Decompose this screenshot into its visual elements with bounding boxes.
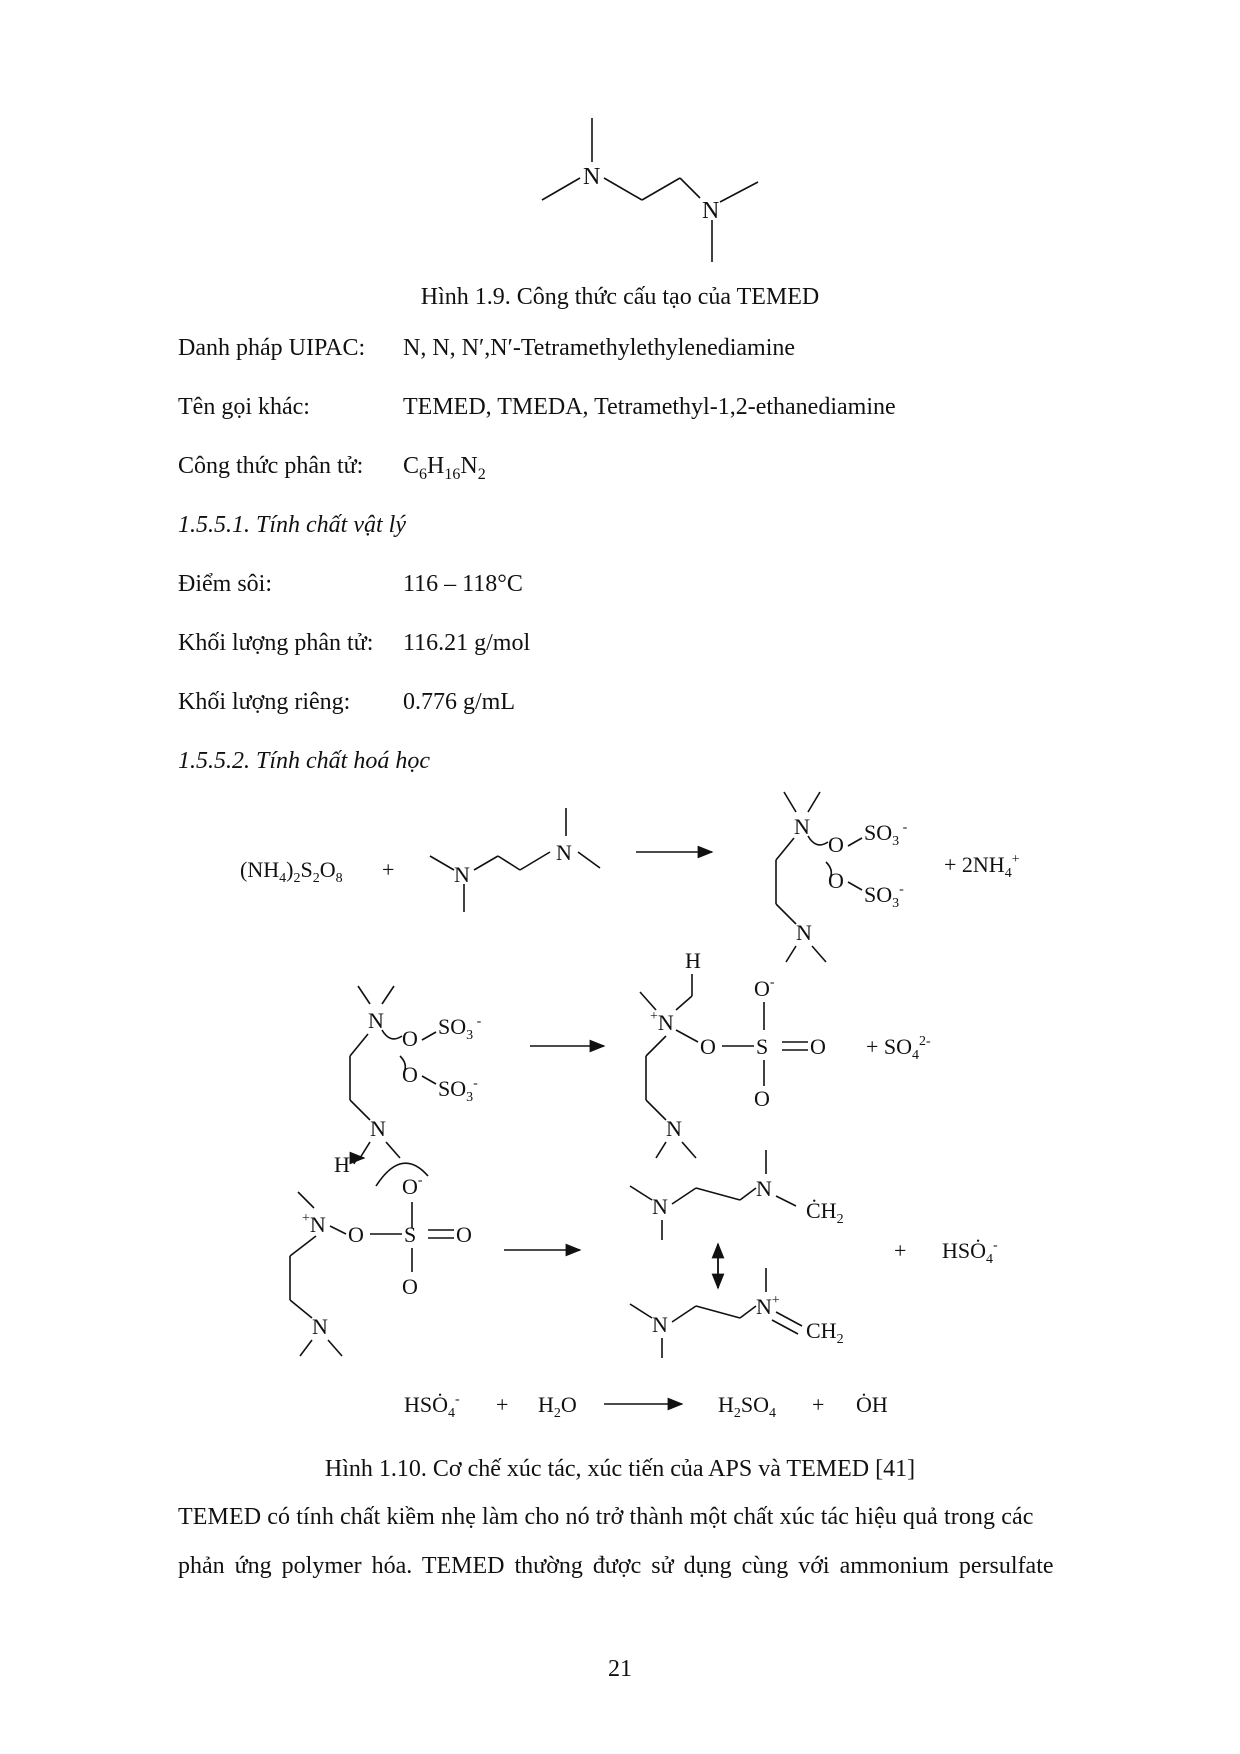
res-top-ch2: $ĊH_2$	[806, 1198, 844, 1227]
row4-oh-radical: ȮH	[856, 1392, 888, 1417]
row3-o: O	[348, 1222, 364, 1247]
complex-n-bottom: N	[796, 920, 812, 945]
molar-mass-label: Khối lượng phân tử:	[178, 630, 374, 656]
row3-s: S	[404, 1222, 417, 1247]
reaction-mechanism-scheme	[0, 780, 1240, 1440]
row2-product-o-right: O	[810, 1034, 826, 1059]
plus-sign-row4-1: +	[496, 1392, 509, 1417]
plus-hso4-sign: +	[894, 1238, 907, 1263]
iupac-name-row	[178, 335, 795, 362]
complex-o-2: O	[828, 868, 844, 893]
row3-h: H	[334, 1152, 350, 1177]
plus-so4: + $SO_4^{2-}$	[866, 1034, 931, 1063]
density-row	[178, 689, 515, 716]
so3-1: $SO_3$ -	[864, 820, 908, 849]
res-top-n-right: N	[756, 1176, 772, 1201]
complex-n-top: N	[794, 814, 810, 839]
other-names-row	[178, 394, 896, 421]
molecular-formula-row	[178, 453, 486, 484]
row2-so3-1: $SO_3$ -	[438, 1014, 482, 1043]
temed-row1-n-right: N	[556, 840, 572, 865]
row3-n: +N	[302, 1211, 326, 1237]
row3-o-right: O	[456, 1222, 472, 1247]
row4-h2o: $H_2O$	[538, 1392, 577, 1421]
temed-n1-label: N	[583, 164, 601, 190]
boiling-point-row	[178, 571, 523, 598]
plus-sign-1: +	[382, 857, 395, 882]
physical-properties-heading: 1.5.5.1. Tính chất vật lý	[178, 512, 406, 538]
row3-o-top: O-	[402, 1173, 423, 1199]
aps-reagent: $(NH_4)_2S_2O_8$	[240, 857, 343, 886]
row2-product-h: H	[685, 948, 701, 973]
row2-o-1: O	[402, 1026, 418, 1051]
figure-1-10-caption: Hình 1.10. Cơ chế xúc tác, xúc tiến của APS và TEMED [41]	[324, 1456, 916, 1482]
complex-o-1: O	[828, 832, 844, 857]
row2-product-n: +N	[650, 1009, 674, 1035]
row3-n-bottom: N	[312, 1314, 328, 1339]
boiling-point-label: Điểm sôi:	[178, 571, 272, 597]
res-bottom-n-right: N+	[756, 1293, 780, 1319]
row2-o-2: O	[402, 1062, 418, 1087]
temed-structure	[0, 0, 1240, 280]
iupac-value: N, N, N′,N′-Tetramethylethylenediamine	[403, 335, 796, 361]
body-paragraph-line-1: TEMED có tính chất kiềm nhẹ làm cho nó trở thành một chất xúc tác hiệu quả trong các	[178, 1504, 1034, 1530]
row2-so3-2: $SO_3^-$	[438, 1076, 478, 1105]
density-label: Khối lượng riêng:	[178, 689, 351, 715]
chemical-properties-heading: 1.5.5.2. Tính chất hoá học	[178, 748, 430, 774]
molar-mass-row	[178, 630, 530, 657]
res-bottom-n-left: N	[652, 1312, 668, 1337]
molar-mass-value: 116.21 g/mol	[403, 630, 531, 656]
row3-o-bottom: O	[402, 1274, 418, 1299]
so3-2: $SO_3^-$	[864, 882, 904, 911]
plus-2nh4: + $2NH_4^+$	[944, 852, 1020, 881]
other-names-label: Tên gọi khác:	[178, 394, 310, 420]
plus-sign-row4-2: +	[812, 1392, 825, 1417]
figure-1-9-caption: Hình 1.9. Công thức cấu tạo của TEMED	[420, 284, 820, 310]
row2-product-o-bottom: O	[754, 1086, 770, 1111]
hso4-radical: $HSȮ_4^-$	[942, 1238, 998, 1267]
res-top-n-left: N	[652, 1194, 668, 1219]
page-number: 21	[608, 1656, 632, 1682]
molecular-formula-value: $C_6H_{16}N_2$	[403, 453, 486, 483]
res-bottom-ch2: $CH_2$	[806, 1318, 844, 1347]
row2-product-s: S	[756, 1034, 769, 1059]
other-names-value: TEMED, TMEDA, Tetramethyl-1,2-ethanediamine	[403, 394, 896, 420]
molecular-formula-label: Công thức phân tử:	[178, 453, 364, 479]
density-value: 0.776 g/mL	[403, 689, 515, 715]
iupac-label: Danh pháp UIPAC:	[178, 335, 366, 361]
row4-h2so4: $H_2SO_4$	[718, 1392, 777, 1421]
row2-n-top: N	[368, 1008, 384, 1033]
row2-product-o-top: O-	[754, 975, 775, 1001]
row2-product-o: O	[700, 1034, 716, 1059]
row4-hso4: $HSȮ_4^-$	[404, 1392, 460, 1421]
temed-row1-n-left: N	[454, 862, 470, 887]
boiling-point-value: 116 – 118°C	[403, 571, 523, 597]
body-paragraph-line-2: phản ứng polymer hóa. TEMED thường được sử dụng cùng với ammonium persulfate	[178, 1553, 1054, 1579]
row2-product-n-bottom: N	[666, 1116, 682, 1141]
row2-n-bottom: N	[370, 1116, 386, 1141]
temed-n2-label: N	[702, 198, 720, 224]
